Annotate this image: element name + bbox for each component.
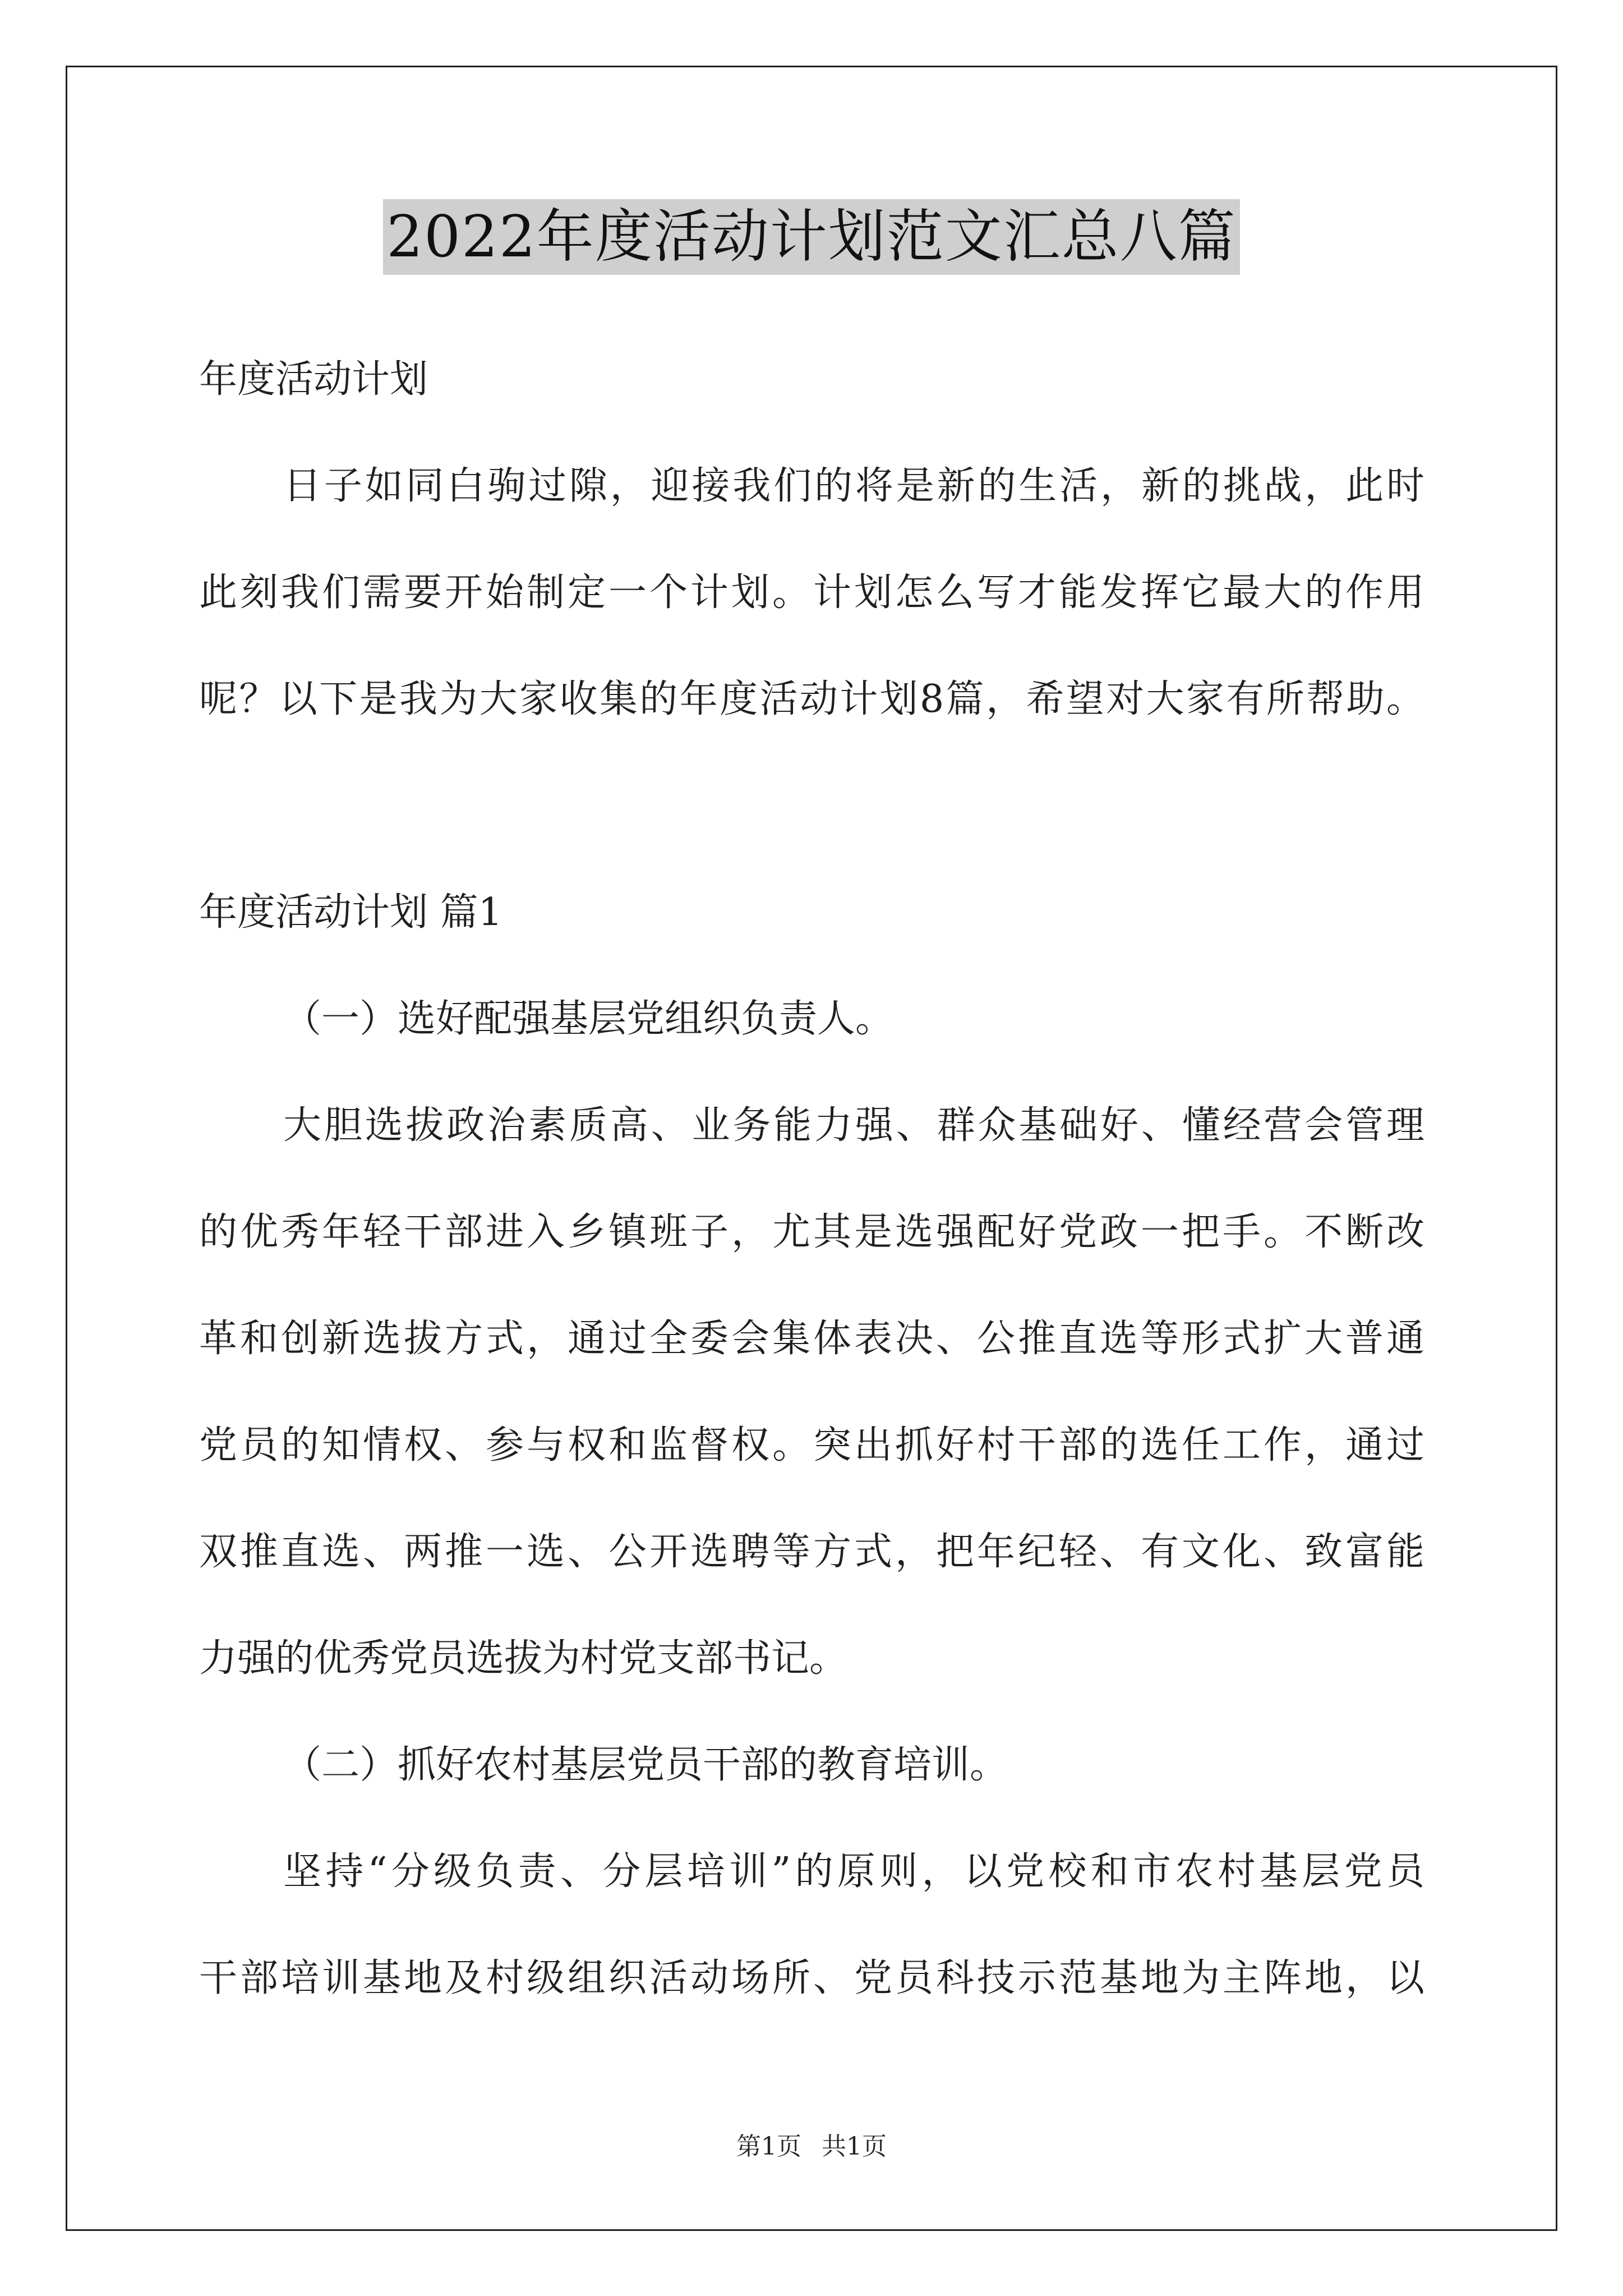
page-number-current: 第1页 xyxy=(736,2132,801,2161)
item-1-heading: （一）选好配强基层党组织负责人。 xyxy=(283,997,894,1041)
intro-heading: 年度活动计划 xyxy=(199,357,428,402)
item-1-line-2: 的优秀年轻干部进入乡镇班子，尤其是选强配好党政一把手。不断改 xyxy=(199,1210,1424,1254)
document-title: 2022年度活动计划范文汇总八篇 xyxy=(383,199,1240,275)
item-2-line-2: 干部培训基地及村级组织活动场所、党员科技示范基地为主阵地，以 xyxy=(199,1956,1424,2000)
intro-line-2: 此刻我们需要开始制定一个计划。计划怎么写才能发挥它最大的作用 xyxy=(199,570,1424,615)
section-1-heading: 年度活动计划 篇1 xyxy=(199,890,502,935)
item-1-line-5: 双推直选、两推一选、公开选聘等方式，把年纪轻、有文化、致富能 xyxy=(199,1530,1424,1574)
page-footer xyxy=(0,2130,1623,2164)
item-1-line-1: 大胆选拔政治素质高、业务能力强、群众基础好、懂经营会管理 xyxy=(283,1103,1424,1148)
item-2-line-1: 坚持“分级负责、分层培训”的原则，以党校和市农村基层党员 xyxy=(283,1849,1424,1894)
item-2-heading: （二）抓好农村基层党员干部的教育培训。 xyxy=(283,1743,1008,1787)
item-1-line-6: 力强的优秀党员选拔为村党支部书记。 xyxy=(199,1636,848,1681)
intro-line-1: 日子如同白驹过隙，迎接我们的将是新的生活，新的挑战，此时 xyxy=(283,464,1424,508)
item-1-line-4: 党员的知情权、参与权和监督权。突出抓好村干部的选任工作，通过 xyxy=(199,1423,1424,1467)
page-number-total: 共1页 xyxy=(822,2132,887,2161)
item-1-line-3: 革和创新选拔方式，通过全委会集体表决、公推直选等形式扩大普通 xyxy=(199,1317,1424,1361)
title-container xyxy=(0,199,1623,275)
intro-line-3: 呢？以下是我为大家收集的年度活动计划8篇，希望对大家有所帮助。 xyxy=(199,677,1424,721)
